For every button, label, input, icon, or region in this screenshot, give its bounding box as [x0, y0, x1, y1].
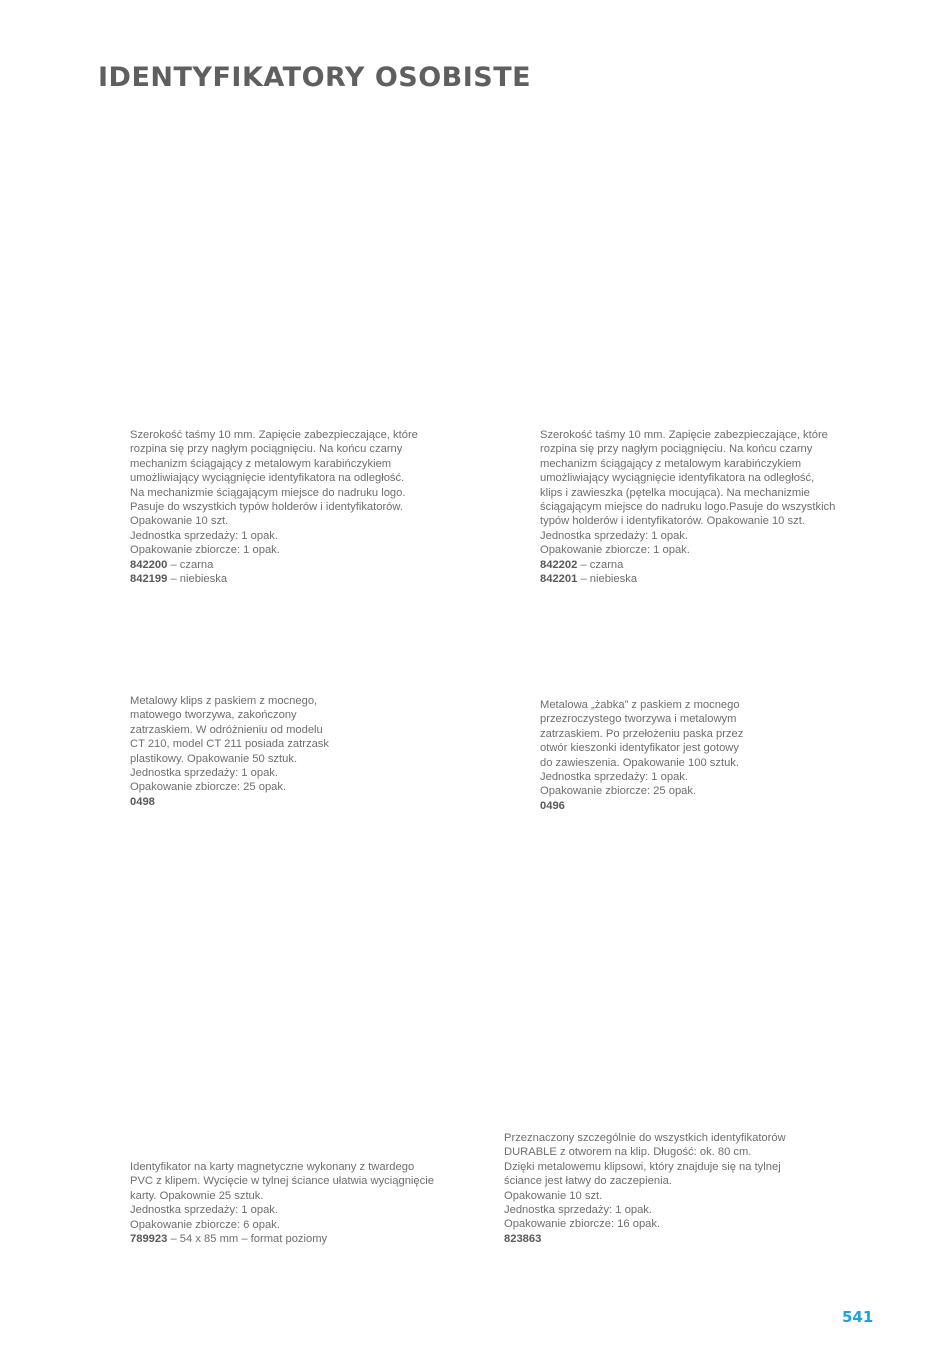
product-code: 842199 [130, 573, 168, 586]
description-line: mechanizm ściągający z metalowym karabińczykiem [540, 457, 802, 470]
description-line: Opakowanie zbiorcze: 25 opak. [540, 785, 697, 798]
description-line: Jednostka sprzedaży: 1 opak. [130, 1204, 279, 1217]
description-line: Na mechanizmie ściągającym miejsce do nadruku logo. [130, 486, 406, 499]
product-description-card-holder [130, 1160, 434, 1246]
description-line: Opakowanie 10 szt. [504, 1189, 603, 1202]
description-line: ściance jest łatwy do zaczepienia. [504, 1175, 672, 1188]
product-variant: – czarna [577, 558, 624, 571]
description-line: CT 210, model CT 211 posiada zatrzask [130, 738, 329, 751]
product-description-clip-ct211 [130, 694, 329, 809]
description-line: typów holderów i identyfikatorów. Opakowanie 10 szt. [540, 515, 805, 528]
product-description-metal-clip [540, 698, 743, 813]
product-variant: – niebieska [167, 573, 228, 586]
product-code-row [540, 799, 743, 813]
description-line: umożliwiający wyciągnięcie identyfikatora na odległość. [130, 472, 405, 485]
product-code: 0496 [540, 799, 565, 812]
description-line: Opakowanie zbiorcze: 1 opak. [130, 544, 280, 557]
description-line: otwór kieszonki identyfikator jest gotowy [540, 742, 739, 755]
description-line: DURABLE z otworem na klip. Długość: ok. 80 cm. [504, 1146, 752, 1159]
description-line: matowego tworzywa, zakończony [130, 709, 297, 722]
product-description-lanyard-durable [504, 1131, 786, 1246]
description-line: Szerokość taśmy 10 mm. Zapięcie zabezpieczające, które [540, 429, 828, 441]
product-code: 842200 [130, 558, 168, 571]
description-line: Pasuje do wszystkich typów holderów i identyfikatorów. [130, 501, 403, 514]
product-code: 789923 [130, 1233, 168, 1246]
product-code: 842201 [540, 573, 578, 586]
description-line: zatrzaskiem. Po przełożeniu paska przez [540, 727, 744, 740]
product-code: 842202 [540, 558, 578, 571]
product-code-row [504, 1232, 786, 1246]
description-line: Szerokość taśmy 10 mm. Zapięcie zabezpieczające, które [130, 429, 418, 441]
description-line: karty. Opakownie 25 sztuk. [130, 1189, 264, 1202]
product-code: 0498 [130, 795, 155, 808]
description-line: Metalowy klips z paskiem z mocnego, [130, 695, 318, 707]
description-line: Jednostka sprzedaży: 1 opak. [504, 1204, 653, 1217]
description-line: umożliwiający wyciągnięcie identyfikatora na odległość, [540, 472, 815, 485]
product-code-row [130, 1232, 434, 1246]
description-line: klips i zawieszka (pętelka mocująca). Na mechanizmie [540, 486, 810, 499]
product-description-lanyard-retractable-clip [540, 428, 835, 586]
description-line: Opakowanie 10 szt. [130, 515, 229, 528]
description-line: zatrzaskiem. W odróżnieniu od modelu [130, 723, 323, 736]
description-line: przezroczystego tworzywa i metalowym [540, 713, 737, 726]
description-line: ściągającym miejsce do nadruku logo.Pasuje do wszystkich [540, 501, 836, 514]
description-line: Jednostka sprzedaży: 1 opak. [540, 771, 689, 784]
product-code-row [130, 558, 418, 572]
description-line: do zawieszenia. Opakowanie 100 sztuk. [540, 756, 740, 769]
description-line: Jednostka sprzedaży: 1 opak. [130, 529, 279, 542]
product-variant: – 54 x 85 mm – format poziomy [167, 1233, 328, 1246]
product-variant: – czarna [167, 558, 214, 571]
product-code: 823863 [504, 1232, 542, 1245]
description-line: rozpina się przy nagłym pociągnięciu. Na końcu czarny [130, 443, 403, 456]
product-description-lanyard-retractable [130, 428, 418, 586]
description-line: mechanizm ściągający z metalowym karabińczykiem [130, 457, 392, 470]
description-line: Dzięki metalowemu klipsowi, który znajduje się na tylnej [504, 1160, 781, 1173]
description-line: rozpina się przy nagłym pociągnięciu. Na końcu czarny [540, 443, 813, 456]
description-line: Identyfikator na karty magnetyczne wykonany z twardego [130, 1161, 415, 1173]
description-line: Jednostka sprzedaży: 1 opak. [130, 767, 279, 780]
product-code-row [540, 572, 835, 586]
page-title: IDENTYFIKATORY OSOBISTE [98, 62, 532, 93]
description-line: Opakowanie zbiorcze: 16 opak. [504, 1218, 661, 1231]
description-line: Jednostka sprzedaży: 1 opak. [540, 529, 689, 542]
product-code-row [130, 795, 329, 809]
page-number: 541 [842, 1308, 874, 1326]
description-line: PVC z klipem. Wycięcie w tylnej ściance ułatwia wyciągnięcie [130, 1175, 434, 1188]
product-code-row [130, 572, 418, 586]
product-variant: – niebieska [577, 573, 638, 586]
description-line: plastikowy. Opakowanie 50 sztuk. [130, 752, 298, 765]
description-line: Przeznaczony szczególnie do wszystkich identyfikatorów [504, 1132, 786, 1144]
description-line: Opakowanie zbiorcze: 6 opak. [130, 1218, 280, 1231]
product-code-row [540, 558, 835, 572]
description-line: Opakowanie zbiorcze: 25 opak. [130, 781, 287, 794]
description-line: Metalowa „żabka” z paskiem z mocnego [540, 699, 740, 711]
description-line: Opakowanie zbiorcze: 1 opak. [540, 544, 690, 557]
